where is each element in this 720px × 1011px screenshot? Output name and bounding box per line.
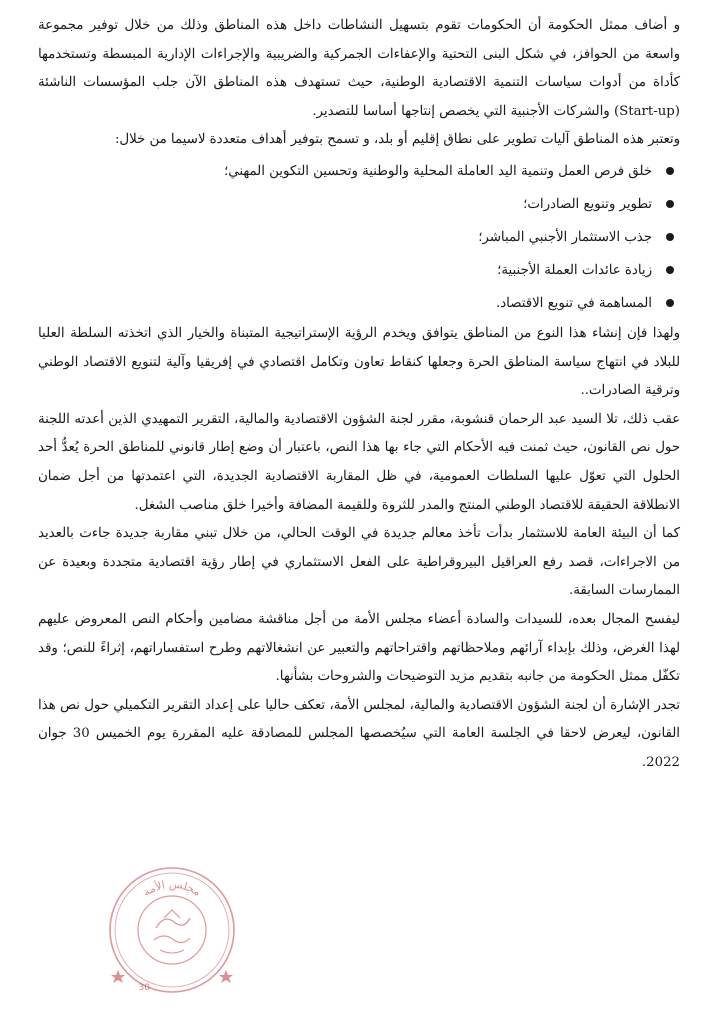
list-item-text: زيادة عائدات العملة الأجنبية؛ xyxy=(497,262,652,278)
list-item-text: جذب الاستثمار الأجنبي المباشر؛ xyxy=(478,229,652,245)
list-item xyxy=(38,221,680,254)
bullet-icon xyxy=(666,233,674,241)
list-item-text: تطوير وتنويع الصادرات؛ xyxy=(523,196,652,212)
bullet-icon xyxy=(666,200,674,208)
paragraph-debate: ليفسح المجال بعده، للسيدات والسادة أعضاء مجلس الأمة من أجل مناقشة مضامين وأحكام النص المعروض عليهم لهذا الغرض، وذلك بإبداء آرائهم وملاحظاتهم واقتراحاتهم والتعبير عن انشغالاتهم وطرح استفساراتهم، إثراءً للنص؛ وقد تكفّل ممثل الحكومة من جانبه بتقديم مزيد التوضيحات والشروحات بشأنها. xyxy=(38,611,680,685)
list-item xyxy=(38,155,680,188)
bullet-icon xyxy=(666,299,674,307)
list-item xyxy=(38,287,680,320)
paragraph-incentives: و أضاف ممثل الحكومة أن الحكومات تقوم بتسهيل النشاطات داخل هذه المناطق وذلك من خلال توفير مجموعة واسعة من الحوافز، في شكل البنى التحتية والإعفاءات الجمركية والضريبية والإجراءات الإدارية المبسطة وتستخدمها كأداة من أدوات سياسات التنمية الاقتصادية الوطنية، حيث تستهدف هذه المناطق الآن جلب المؤسسات الناشئة (Start-up) والشركات الأجنبية التي يخصص إنتاجها أساسا للتصدير. xyxy=(38,18,680,119)
paragraph-complementary-report: تجدر الإشارة أن لجنة الشؤون الاقتصادية والمالية، لمجلس الأمة، تعكف حاليا على إعداد التقرير التكميلي حول نص هذا القانون، ليعرض لاحقا في الجلسة العامة التي سيُخصصها المجلس للمصادقة عليه المقررة يوم الخميس 30 جوان 2022. xyxy=(38,697,681,770)
list-item-text: خلق فرص العمل وتنمية اليد العاملة المحلية والوطنية وتحسين التكوين المهني؛ xyxy=(224,163,652,179)
seal-number: 30 xyxy=(138,983,150,993)
paragraph-strategic-vision: ولهذا فإن إنشاء هذا النوع من المناطق يتوافق ويخدم الرؤية الإستراتيجية المتبناة والخيار الذي اتخذته السلطة العليا للبلاد في انتهاج سياسة المناطق الحرة وجعلها كنقاط تعاون وتكامل اقتصادي في إفريقيا وآلية لتنويع الاقتصاد الوطني وترقية الصادرات.. xyxy=(38,325,680,399)
list-item-text: المساهمة في تنويع الاقتصاد. xyxy=(495,295,652,311)
document-body xyxy=(38,12,680,777)
paragraph-objectives-intro: وتعتبر هذه المناطق آليات تطوير على نطاق إقليم أو بلد، و تسمح بتوفير أهداف متعددة لاسيما من خلال: xyxy=(114,132,680,148)
seal-top-text: مجلس الأمة xyxy=(140,877,204,899)
objectives-list xyxy=(38,155,680,320)
paragraph-investment-environment: كما أن البيئة العامة للاستثمار بدأت تأخذ معالم جديدة في الوقت الحالي، من خلال تبني مقاربة جديدة جاءت بالعديد من الاجراءات، قصد رفع العراقيل البيروقراطية على الفعل الاستثماري في إطار رؤية اقتصادية متجددة وبعيدة عن الممارسات السابقة. xyxy=(38,526,680,599)
list-item xyxy=(38,188,680,221)
list-item xyxy=(38,254,680,287)
bullet-icon xyxy=(666,266,674,274)
official-seal-icon xyxy=(104,862,240,998)
bullet-icon xyxy=(666,167,674,175)
paragraph-committee-report: عقب ذلك، تلا السيد عبد الرحمان قنشوبة، مقرر لجنة الشؤون الاقتصادية والمالية، التقرير التمهيدي الذين أعدته اللجنة حول نص القانون، حيث ثمنت فيه الأحكام التي جاء بها هذا النص، باعتبار أن وضع إطار قانوني للمناطق الحرة يُعدُّ أحد الحلول التي تعوّل عليها السلطات العمومية، في ظل المقاربة الاقتصادية الجديدة، التي اعتمدتها من أجل ضمان الانطلاقة الحقيقة للاقتصاد الوطني المنتج والمدر للثروة وللقيمة المضافة وأخيرا خلق مناصب الشغل. xyxy=(38,411,680,513)
